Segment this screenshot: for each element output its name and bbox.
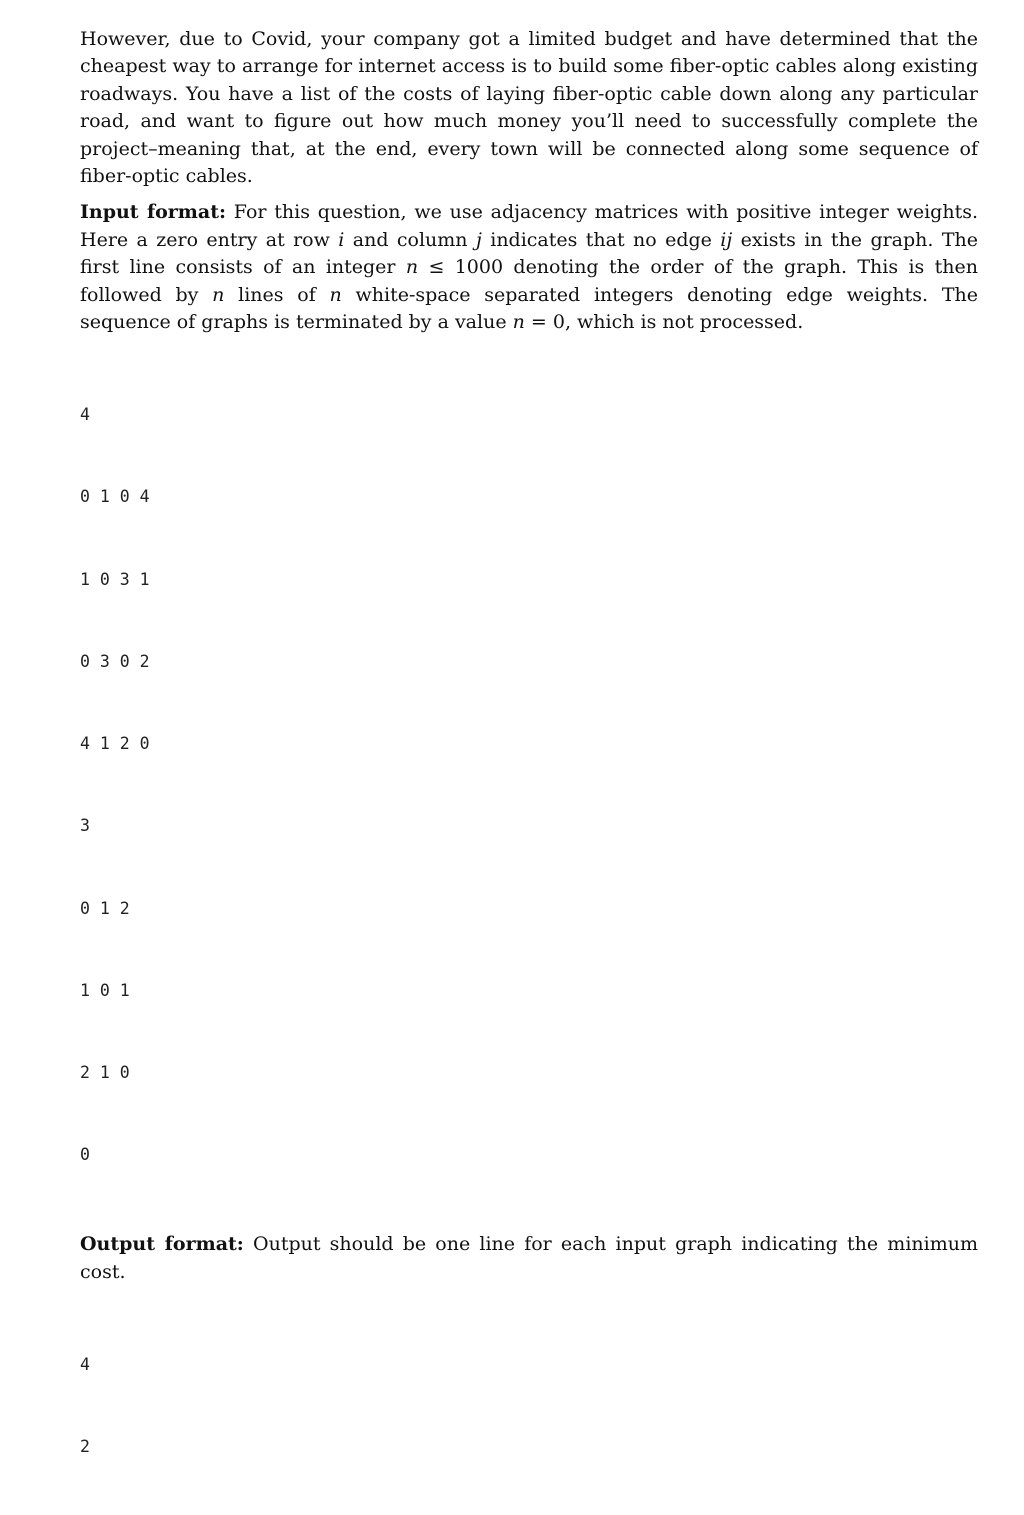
intro-paragraph: However, due to Covid, your company got a limited budget and have determined that the cheapest way to arrange for internet access is to build some fiber-optic cables along existing roadways. You have a list of the costs of laying fiber-optic cable down along any particular road, and want to figure out how much money you’ll need to successfully complete the project–meaning that, at the end, every town will be connected along some sequence of fiber-optic cables. <box>80 28 978 188</box>
math-j: j <box>475 228 482 251</box>
sample-input-line: 1 0 3 1 <box>80 569 150 589</box>
sample-input-line: 4 1 2 0 <box>80 734 150 754</box>
sample-input-line: 1 0 1 <box>80 980 130 1000</box>
sample-output-line: 2 <box>80 1437 90 1457</box>
input-format-text: For this question, we use adjacency matrices with positive integer weights. Here a zero entry at row <box>80 201 978 251</box>
sample-input-line: 2 1 0 <box>80 1062 130 1082</box>
math-n: n <box>405 256 419 279</box>
math-n: n <box>512 311 525 334</box>
sample-output-line: 4 <box>80 1354 90 1374</box>
output-format-heading: Output format: <box>80 1233 244 1256</box>
sample-input-line: 3 <box>80 816 90 836</box>
sample-output-block <box>80 1296 978 1515</box>
input-format-heading: Input format: <box>80 201 227 224</box>
sample-input-line: 0 <box>80 1145 90 1165</box>
problem-statement <box>80 26 978 1515</box>
math-i: i <box>338 228 345 251</box>
math-n: n <box>212 283 225 306</box>
sample-input-block <box>80 346 978 1223</box>
math-ij: ij <box>720 228 733 251</box>
sample-input-line: 4 <box>80 405 90 425</box>
sample-input-line: 0 1 2 <box>80 898 130 918</box>
math-n: n <box>329 283 342 306</box>
sample-input-line: 0 1 0 4 <box>80 487 150 507</box>
output-format-paragraph <box>80 1231 978 1286</box>
sample-input-line: 0 3 0 2 <box>80 651 150 671</box>
input-format-paragraph: Input format: For this question, we use adjacency matrices with positive integer weights. Here a zero entry at row i and column j indicates that no edge ij exists in the graph. The first line consists of an integer n ≤ 1000 denoting the order of the graph. This is then followed by n lines of n white-space separated integers denoting edge weights. The sequence of graphs is terminated by a value n = 0, which is not processed. <box>80 201 978 334</box>
output-format-text: Output should be one line for each input graph indicating the minimum cost. <box>80 1233 978 1283</box>
